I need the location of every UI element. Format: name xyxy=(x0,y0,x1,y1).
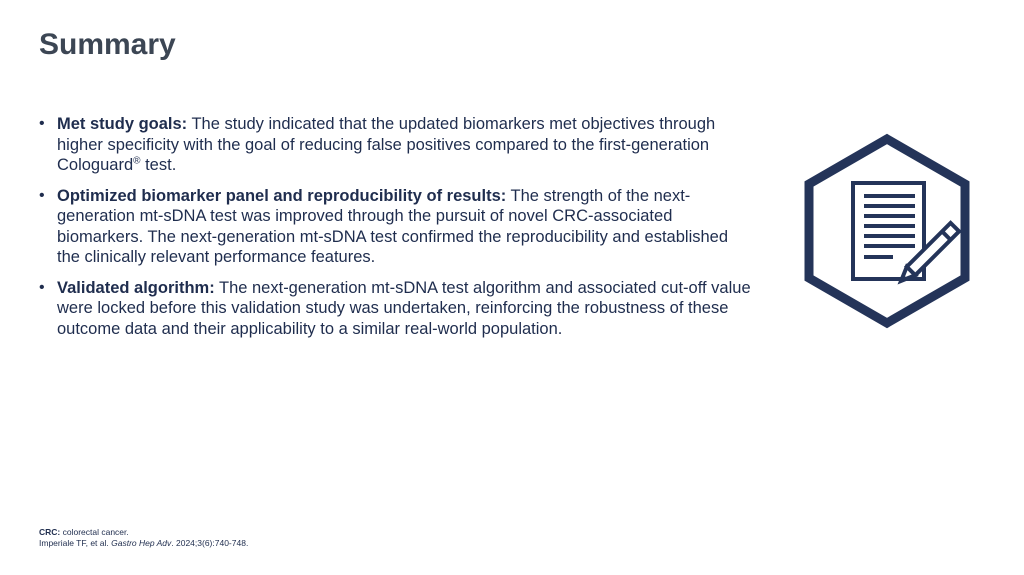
slide-title: Summary xyxy=(39,28,176,61)
bullet-marker: • xyxy=(39,186,45,204)
bullet-text: The next-generation mt-sDNA test algorithm and associated cut-off value were locked before this validation study was undertaken, reinforcing the robustness of these outcome data and their applicability to a similar real-world population. xyxy=(57,278,751,338)
footnotes xyxy=(39,527,248,549)
bullet-lead: Met study goals: xyxy=(57,115,188,133)
bullet-marker: • xyxy=(39,278,45,296)
document-lines xyxy=(864,196,915,257)
bullet-text: The strength of the next-generation mt-sDNA test was improved through the pursuit of novel CRC-associated biomarkers. The next-generation mt-sDNA test confirmed the reproducibility and established the clinically relevant performance features. xyxy=(57,186,729,266)
bullet-lead: Validated algorithm: xyxy=(57,278,215,297)
bullet-marker: • xyxy=(39,115,45,132)
bullet-text-end: test. xyxy=(140,156,177,174)
document-with-pencil-icon xyxy=(800,133,974,329)
abbreviation-value: colorectal cancer. xyxy=(60,527,129,537)
bullet-lead: Optimized biomarker panel and reproducibility of results: xyxy=(57,186,507,205)
abbreviation-key: CRC: xyxy=(39,527,61,537)
bullet-text: The study indicated that the updated biomarkers met objectives through higher specificity with the goal of reducing false positives compared to the first-generation Cologuard xyxy=(57,115,716,174)
bullet-optimized-biomarker-panel xyxy=(39,186,754,268)
summary-bullet-list xyxy=(39,114,754,349)
reference-details: . 2024;3(6):740-748. xyxy=(171,538,249,548)
pencil-icon xyxy=(896,223,959,286)
abbreviation-footnote xyxy=(39,527,248,538)
bullet-met-study-goals xyxy=(39,114,754,176)
bullet-validated-algorithm xyxy=(39,278,754,340)
reference-journal: Gastro Hep Adv xyxy=(111,538,172,548)
registered-mark: ® xyxy=(133,155,141,167)
reference-authors: Imperiale TF, et al. xyxy=(39,538,112,548)
reference-citation xyxy=(39,538,248,549)
